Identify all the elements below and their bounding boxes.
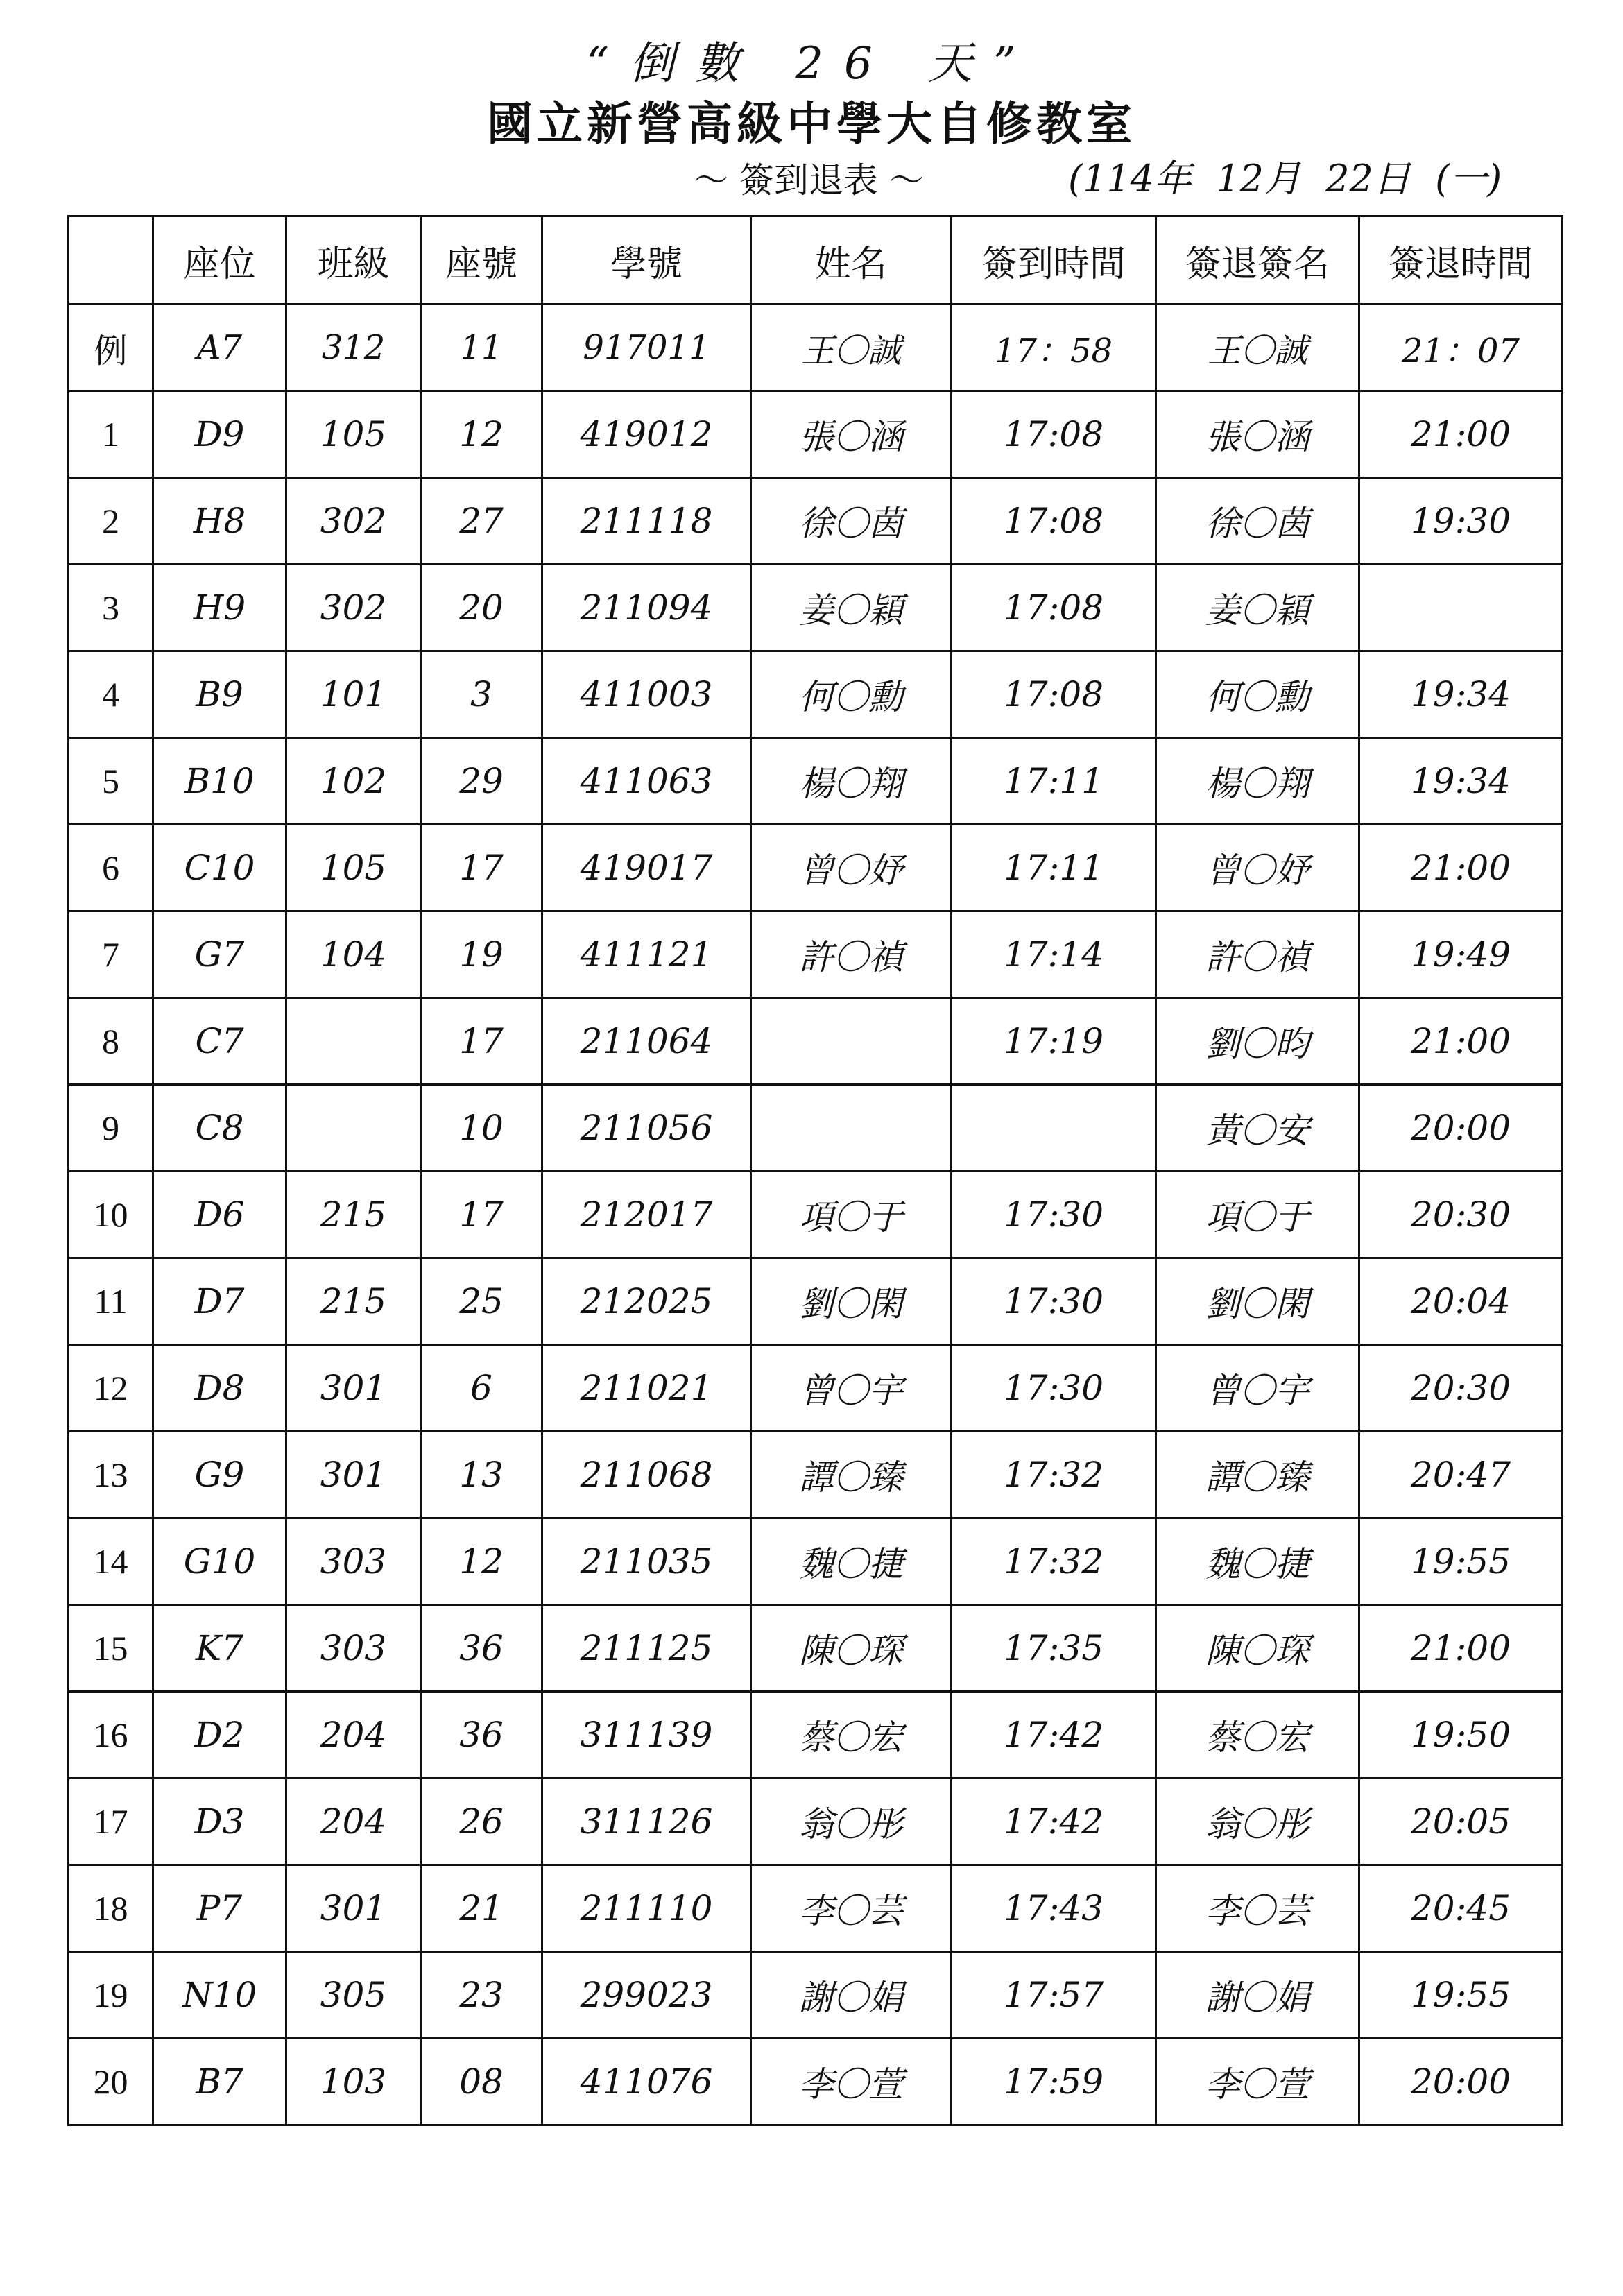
cell-name: 張〇涵 xyxy=(751,391,952,478)
cell-seat-number: 26 xyxy=(421,1779,542,1865)
cell-sign-out-time: 20:04 xyxy=(1359,1258,1563,1345)
cell-sign-in-time: 17:19 xyxy=(952,998,1156,1085)
cell-sign-in-time: 17:11 xyxy=(952,738,1156,825)
cell-class: 302 xyxy=(286,478,421,565)
cell-sign-in-time: 17:08 xyxy=(952,478,1156,565)
cell-class: 215 xyxy=(286,1172,421,1258)
cell-student-id: 917011 xyxy=(542,305,751,391)
cell-sign-out-signature: 魏〇捷 xyxy=(1156,1518,1359,1605)
cell-seat: B9 xyxy=(153,651,286,738)
cell-sign-out-signature: 李〇萱 xyxy=(1156,2039,1359,2125)
column-header-seat: 座位 xyxy=(153,216,286,305)
cell-sign-in-time: 17:42 xyxy=(952,1779,1156,1865)
cell-sign-out-signature: 蔡〇宏 xyxy=(1156,1692,1359,1779)
cell-seat: D9 xyxy=(153,391,286,478)
cell-row-index: 20 xyxy=(69,2039,153,2125)
cell-sign-out-time: 19:34 xyxy=(1359,738,1563,825)
cell-sign-out-time xyxy=(1359,565,1563,651)
cell-sign-out-signature: 譚〇臻 xyxy=(1156,1432,1359,1518)
cell-seat: D2 xyxy=(153,1692,286,1779)
cell-class: 302 xyxy=(286,565,421,651)
cell-row-index: 9 xyxy=(69,1085,153,1172)
cell-name: 項〇于 xyxy=(751,1172,952,1258)
cell-sign-out-signature: 謝〇娟 xyxy=(1156,1952,1359,2039)
cell-row-index: 14 xyxy=(69,1518,153,1605)
cell-sign-in-time: 17:42 xyxy=(952,1692,1156,1779)
date-day: 22日 xyxy=(1325,157,1411,200)
cell-sign-out-time: 20:45 xyxy=(1359,1865,1563,1952)
cell-seat-number: 36 xyxy=(421,1692,542,1779)
table-header xyxy=(69,216,1563,305)
cell-sign-in-time: 17:08 xyxy=(952,565,1156,651)
cell-class: 105 xyxy=(286,391,421,478)
cell-class: 301 xyxy=(286,1345,421,1432)
cell-sign-out-signature: 翁〇彤 xyxy=(1156,1779,1359,1865)
cell-seat: N10 xyxy=(153,1952,286,2039)
column-header-sign-out-time: 簽退時間 xyxy=(1359,216,1563,305)
cell-sign-out-time: 19:50 xyxy=(1359,1692,1563,1779)
cell-seat: B7 xyxy=(153,2039,286,2125)
column-header-seat-number: 座號 xyxy=(421,216,542,305)
cell-sign-out-time: 20:00 xyxy=(1359,1085,1563,1172)
cell-class xyxy=(286,1085,421,1172)
cell-sign-out-signature: 張〇涵 xyxy=(1156,391,1359,478)
cell-seat-number: 11 xyxy=(421,305,542,391)
table-row xyxy=(69,825,1563,911)
cell-seat: P7 xyxy=(153,1865,286,1952)
cell-seat-number: 6 xyxy=(421,1345,542,1432)
table-row xyxy=(69,565,1563,651)
table-row xyxy=(69,1085,1563,1172)
cell-name: 李〇萱 xyxy=(751,2039,952,2125)
cell-sign-out-time: 20:05 xyxy=(1359,1779,1563,1865)
cell-name: 姜〇穎 xyxy=(751,565,952,651)
cell-sign-in-time: 17:32 xyxy=(952,1518,1156,1605)
cell-seat: A7 xyxy=(153,305,286,391)
cell-name: 謝〇娟 xyxy=(751,1952,952,2039)
column-header-sign-in-time: 簽到時間 xyxy=(952,216,1156,305)
cell-seat-number: 21 xyxy=(421,1865,542,1952)
cell-seat: D6 xyxy=(153,1172,286,1258)
cell-row-index: 11 xyxy=(69,1258,153,1345)
cell-name: 曾〇妤 xyxy=(751,825,952,911)
cell-student-id: 411076 xyxy=(542,2039,751,2125)
cell-sign-in-time: 17：58 xyxy=(952,305,1156,391)
cell-seat-number: 29 xyxy=(421,738,542,825)
cell-sign-in-time: 17:30 xyxy=(952,1345,1156,1432)
cell-name: 曾〇宇 xyxy=(751,1345,952,1432)
cell-name: 許〇禎 xyxy=(751,911,952,998)
cell-sign-in-time: 17:30 xyxy=(952,1172,1156,1258)
column-header-student-id: 學號 xyxy=(542,216,751,305)
date-month: 12月 xyxy=(1216,157,1302,200)
cell-seat-number: 08 xyxy=(421,2039,542,2125)
cell-seat-number: 10 xyxy=(421,1085,542,1172)
cell-student-id: 419012 xyxy=(542,391,751,478)
cell-seat-number: 25 xyxy=(421,1258,542,1345)
cell-sign-out-time: 20:30 xyxy=(1359,1172,1563,1258)
countdown-note: “倒數 26 天” xyxy=(586,38,1037,89)
cell-sign-out-signature: 徐〇茵 xyxy=(1156,478,1359,565)
cell-student-id: 212025 xyxy=(542,1258,751,1345)
cell-name: 李〇芸 xyxy=(751,1865,952,1952)
cell-sign-in-time: 17:14 xyxy=(952,911,1156,998)
date-line xyxy=(1068,149,1514,203)
cell-seat: B10 xyxy=(153,738,286,825)
cell-class: 303 xyxy=(286,1518,421,1605)
cell-row-index: 例 xyxy=(69,305,153,391)
cell-class: 301 xyxy=(286,1432,421,1518)
cell-sign-out-time: 21：07 xyxy=(1359,305,1563,391)
cell-row-index: 7 xyxy=(69,911,153,998)
cell-sign-out-signature: 黃〇安 xyxy=(1156,1085,1359,1172)
cell-seat: G10 xyxy=(153,1518,286,1605)
cell-student-id: 211118 xyxy=(542,478,751,565)
cell-name xyxy=(751,998,952,1085)
cell-class: 305 xyxy=(286,1952,421,2039)
column-header-sign-out-signature: 簽退簽名 xyxy=(1156,216,1359,305)
cell-class: 105 xyxy=(286,825,421,911)
example-row xyxy=(69,305,1563,391)
table-row xyxy=(69,1952,1563,2039)
cell-class: 102 xyxy=(286,738,421,825)
cell-class: 103 xyxy=(286,2039,421,2125)
cell-seat: D7 xyxy=(153,1258,286,1345)
cell-name: 王〇誠 xyxy=(751,305,952,391)
cell-sign-out-time: 20:47 xyxy=(1359,1432,1563,1518)
cell-row-index: 15 xyxy=(69,1605,153,1692)
table-row xyxy=(69,478,1563,565)
cell-class: 303 xyxy=(286,1605,421,1692)
cell-row-index: 5 xyxy=(69,738,153,825)
cell-row-index: 2 xyxy=(69,478,153,565)
cell-class: 204 xyxy=(286,1692,421,1779)
cell-seat-number: 20 xyxy=(421,565,542,651)
cell-row-index: 10 xyxy=(69,1172,153,1258)
column-header-class: 班級 xyxy=(286,216,421,305)
cell-sign-out-time: 20:00 xyxy=(1359,2039,1563,2125)
table-row xyxy=(69,1865,1563,1952)
cell-sign-in-time xyxy=(952,1085,1156,1172)
cell-sign-out-time: 19:55 xyxy=(1359,1518,1563,1605)
cell-sign-out-signature: 何〇勳 xyxy=(1156,651,1359,738)
page-subtitle: ～ 簽到退表 ～ xyxy=(694,160,924,200)
column-header-row-index xyxy=(69,216,153,305)
cell-class: 204 xyxy=(286,1779,421,1865)
cell-seat-number: 3 xyxy=(421,651,542,738)
cell-sign-out-signature: 許〇禎 xyxy=(1156,911,1359,998)
date-weekday: (一) xyxy=(1435,157,1502,200)
cell-student-id: 411121 xyxy=(542,911,751,998)
cell-seat-number: 13 xyxy=(421,1432,542,1518)
cell-row-index: 13 xyxy=(69,1432,153,1518)
date-year: (114年 xyxy=(1068,157,1192,200)
cell-seat: H8 xyxy=(153,478,286,565)
cell-row-index: 12 xyxy=(69,1345,153,1432)
table-row xyxy=(69,1345,1563,1432)
table-row xyxy=(69,1258,1563,1345)
cell-sign-out-signature: 曾〇妤 xyxy=(1156,825,1359,911)
cell-seat: H9 xyxy=(153,565,286,651)
table-row xyxy=(69,1692,1563,1779)
cell-name: 陳〇琛 xyxy=(751,1605,952,1692)
cell-row-index: 1 xyxy=(69,391,153,478)
cell-row-index: 19 xyxy=(69,1952,153,2039)
cell-sign-in-time: 17:08 xyxy=(952,391,1156,478)
cell-seat-number: 12 xyxy=(421,1518,542,1605)
cell-seat: C10 xyxy=(153,825,286,911)
cell-sign-out-time: 21:00 xyxy=(1359,1605,1563,1692)
cell-sign-out-signature: 楊〇翔 xyxy=(1156,738,1359,825)
cell-row-index: 8 xyxy=(69,998,153,1085)
cell-name: 徐〇茵 xyxy=(751,478,952,565)
cell-sign-out-time: 19:55 xyxy=(1359,1952,1563,2039)
cell-seat: K7 xyxy=(153,1605,286,1692)
cell-student-id: 211068 xyxy=(542,1432,751,1518)
cell-sign-out-time: 19:34 xyxy=(1359,651,1563,738)
cell-sign-out-signature: 劉〇昀 xyxy=(1156,998,1359,1085)
cell-class: 215 xyxy=(286,1258,421,1345)
cell-sign-out-time: 20:30 xyxy=(1359,1345,1563,1432)
cell-student-id: 211064 xyxy=(542,998,751,1085)
cell-student-id: 411003 xyxy=(542,651,751,738)
cell-seat-number: 17 xyxy=(421,1172,542,1258)
cell-seat-number: 19 xyxy=(421,911,542,998)
cell-student-id: 299023 xyxy=(542,1952,751,2039)
cell-seat-number: 23 xyxy=(421,1952,542,2039)
cell-sign-out-signature: 曾〇宇 xyxy=(1156,1345,1359,1432)
cell-seat: C8 xyxy=(153,1085,286,1172)
cell-sign-in-time: 17:32 xyxy=(952,1432,1156,1518)
cell-seat-number: 17 xyxy=(421,825,542,911)
cell-sign-out-time: 21:00 xyxy=(1359,825,1563,911)
cell-sign-in-time: 17:11 xyxy=(952,825,1156,911)
cell-seat-number: 17 xyxy=(421,998,542,1085)
cell-seat-number: 12 xyxy=(421,391,542,478)
cell-name: 魏〇捷 xyxy=(751,1518,952,1605)
cell-sign-out-signature: 王〇誠 xyxy=(1156,305,1359,391)
cell-sign-in-time: 17:43 xyxy=(952,1865,1156,1952)
cell-seat: D3 xyxy=(153,1779,286,1865)
cell-student-id: 419017 xyxy=(542,825,751,911)
table-row xyxy=(69,1605,1563,1692)
cell-sign-in-time: 17:59 xyxy=(952,2039,1156,2125)
table-row xyxy=(69,2039,1563,2125)
cell-student-id: 211110 xyxy=(542,1865,751,1952)
cell-row-index: 18 xyxy=(69,1865,153,1952)
table-row xyxy=(69,1432,1563,1518)
cell-class xyxy=(286,998,421,1085)
cell-seat: D8 xyxy=(153,1345,286,1432)
page-title: 國立新營高級中學大自修教室 xyxy=(487,97,1136,151)
cell-sign-out-signature: 陳〇琛 xyxy=(1156,1605,1359,1692)
sign-in-table xyxy=(67,215,1563,2126)
cell-sign-out-signature: 項〇于 xyxy=(1156,1172,1359,1258)
cell-name: 蔡〇宏 xyxy=(751,1692,952,1779)
cell-student-id: 411063 xyxy=(542,738,751,825)
cell-seat: C7 xyxy=(153,998,286,1085)
cell-student-id: 211094 xyxy=(542,565,751,651)
cell-name: 譚〇臻 xyxy=(751,1432,952,1518)
cell-student-id: 211056 xyxy=(542,1085,751,1172)
table-row xyxy=(69,1172,1563,1258)
cell-seat-number: 27 xyxy=(421,478,542,565)
cell-sign-in-time: 17:57 xyxy=(952,1952,1156,2039)
cell-row-index: 16 xyxy=(69,1692,153,1779)
cell-class: 301 xyxy=(286,1865,421,1952)
cell-sign-out-time: 19:49 xyxy=(1359,911,1563,998)
cell-name: 劉〇閑 xyxy=(751,1258,952,1345)
table-row xyxy=(69,1779,1563,1865)
table-row xyxy=(69,391,1563,478)
cell-name: 楊〇翔 xyxy=(751,738,952,825)
table-row xyxy=(69,651,1563,738)
table-row xyxy=(69,911,1563,998)
cell-row-index: 17 xyxy=(69,1779,153,1865)
cell-student-id: 211021 xyxy=(542,1345,751,1432)
cell-student-id: 211035 xyxy=(542,1518,751,1605)
cell-seat-number: 36 xyxy=(421,1605,542,1692)
cell-student-id: 311126 xyxy=(542,1779,751,1865)
column-header-name: 姓名 xyxy=(751,216,952,305)
table-row xyxy=(69,998,1563,1085)
cell-student-id: 212017 xyxy=(542,1172,751,1258)
cell-class: 101 xyxy=(286,651,421,738)
cell-sign-in-time: 17:30 xyxy=(952,1258,1156,1345)
cell-student-id: 211125 xyxy=(542,1605,751,1692)
cell-sign-out-time: 19:30 xyxy=(1359,478,1563,565)
cell-student-id: 311139 xyxy=(542,1692,751,1779)
cell-seat: G7 xyxy=(153,911,286,998)
cell-name: 翁〇彤 xyxy=(751,1779,952,1865)
cell-row-index: 3 xyxy=(69,565,153,651)
table-row xyxy=(69,1518,1563,1605)
cell-sign-out-signature: 李〇芸 xyxy=(1156,1865,1359,1952)
cell-name: 何〇勳 xyxy=(751,651,952,738)
cell-sign-out-signature: 姜〇穎 xyxy=(1156,565,1359,651)
cell-sign-in-time: 17:35 xyxy=(952,1605,1156,1692)
cell-row-index: 4 xyxy=(69,651,153,738)
cell-sign-out-signature: 劉〇閑 xyxy=(1156,1258,1359,1345)
cell-class: 312 xyxy=(286,305,421,391)
cell-sign-in-time: 17:08 xyxy=(952,651,1156,738)
cell-class: 104 xyxy=(286,911,421,998)
cell-row-index: 6 xyxy=(69,825,153,911)
cell-sign-out-time: 21:00 xyxy=(1359,998,1563,1085)
cell-name xyxy=(751,1085,952,1172)
cell-sign-out-time: 21:00 xyxy=(1359,391,1563,478)
table-row xyxy=(69,738,1563,825)
cell-seat: G9 xyxy=(153,1432,286,1518)
